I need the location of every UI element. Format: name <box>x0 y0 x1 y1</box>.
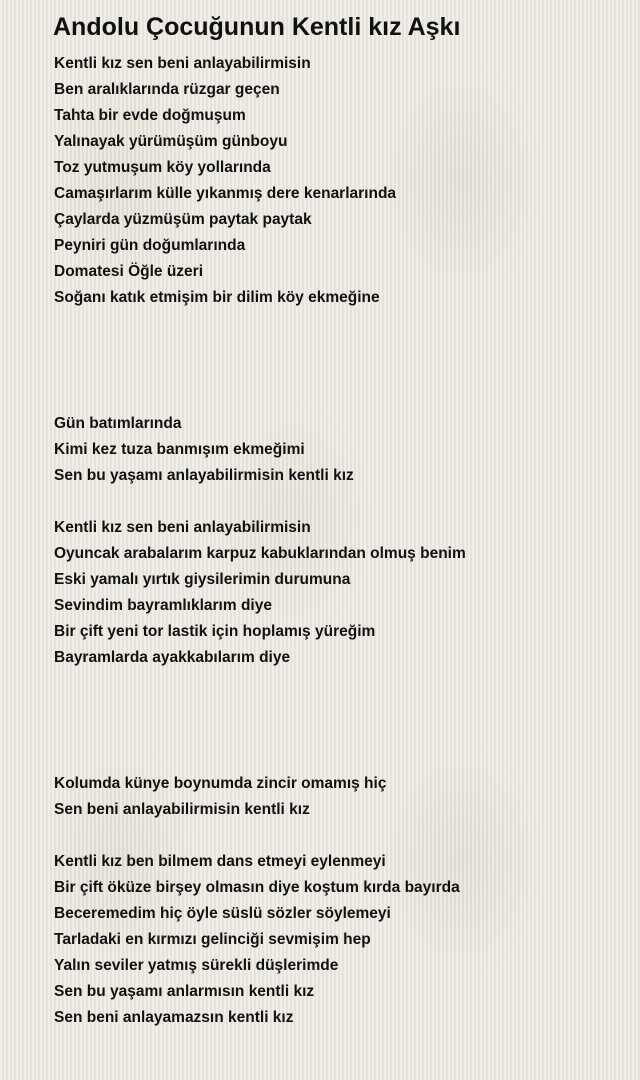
poem-line: Oyuncak arabalarım karpuz kabuklarından olmuş benim <box>54 545 466 562</box>
poem-line: Ben aralıklarında rüzgar geçen <box>54 81 280 98</box>
poem-line: Tarladaki en kırmızı gelinciği sevmişim hep <box>54 931 371 948</box>
poem-line: Peyniri gün doğumlarında <box>54 237 246 254</box>
poem-title: Andolu Çocuğunun Kentli kız Aşkı <box>53 13 461 41</box>
poem-line: Kentli kız sen beni anlayabilirmisin <box>54 55 311 72</box>
poem-line: Kentli kız sen beni anlayabilirmisin <box>54 519 311 536</box>
poem-line: Yalınayak yürümüşüm günboyu <box>54 133 288 150</box>
poem-line: Domatesi Öğle üzeri <box>54 263 204 280</box>
poem-line: Sen beni anlayamazsın kentli kız <box>54 1009 294 1026</box>
poem-line: Kimi kez tuza banmışım ekmeğimi <box>54 441 305 458</box>
poem-line: Sen bu yaşamı anlarmısın kentli kız <box>54 983 315 1000</box>
poem-line: Eski yamalı yırtık giysilerimin durumuna <box>54 571 351 588</box>
poem-line: Camaşırlarım külle yıkanmış dere kenarlarında <box>54 185 397 202</box>
poem-line: Bir çift yeni tor lastik için hoplamış yüreğim <box>54 623 376 640</box>
poem-line: Sen bu yaşamı anlayabilirmisin kentli kız <box>54 467 354 484</box>
poem-line: Beceremedim hiç öyle süslü sözler söylemeyi <box>54 905 391 922</box>
poem-line: Yalın seviler yatmış sürekli düşlerimde <box>54 957 339 974</box>
poem-line: Bayramlarda ayakkabılarım diye <box>54 649 291 666</box>
poem-line: Soğanı katık etmişim bir dilim köy ekmeğine <box>54 289 380 306</box>
poem-line: Tahta bir evde doğmuşum <box>54 107 246 124</box>
poem-line: Gün batımlarında <box>54 415 182 432</box>
poem-line: Çaylarda yüzmüşüm paytak paytak <box>54 211 312 228</box>
poem-line: Kentli kız ben bilmem dans etmeyi eylenmeyi <box>54 853 386 870</box>
poem-line: Sevindim bayramlıklarım diye <box>54 597 272 614</box>
poem-line: Toz yutmuşum köy yollarında <box>54 159 271 176</box>
poem-line: Kolumda künye boynumda zincir omamış hiç <box>54 775 387 792</box>
poem-line: Bir çift öküze birşey olmasın diye koştum kırda bayırda <box>54 879 460 896</box>
poem-line: Sen beni anlayabilirmisin kentli kız <box>54 801 310 818</box>
